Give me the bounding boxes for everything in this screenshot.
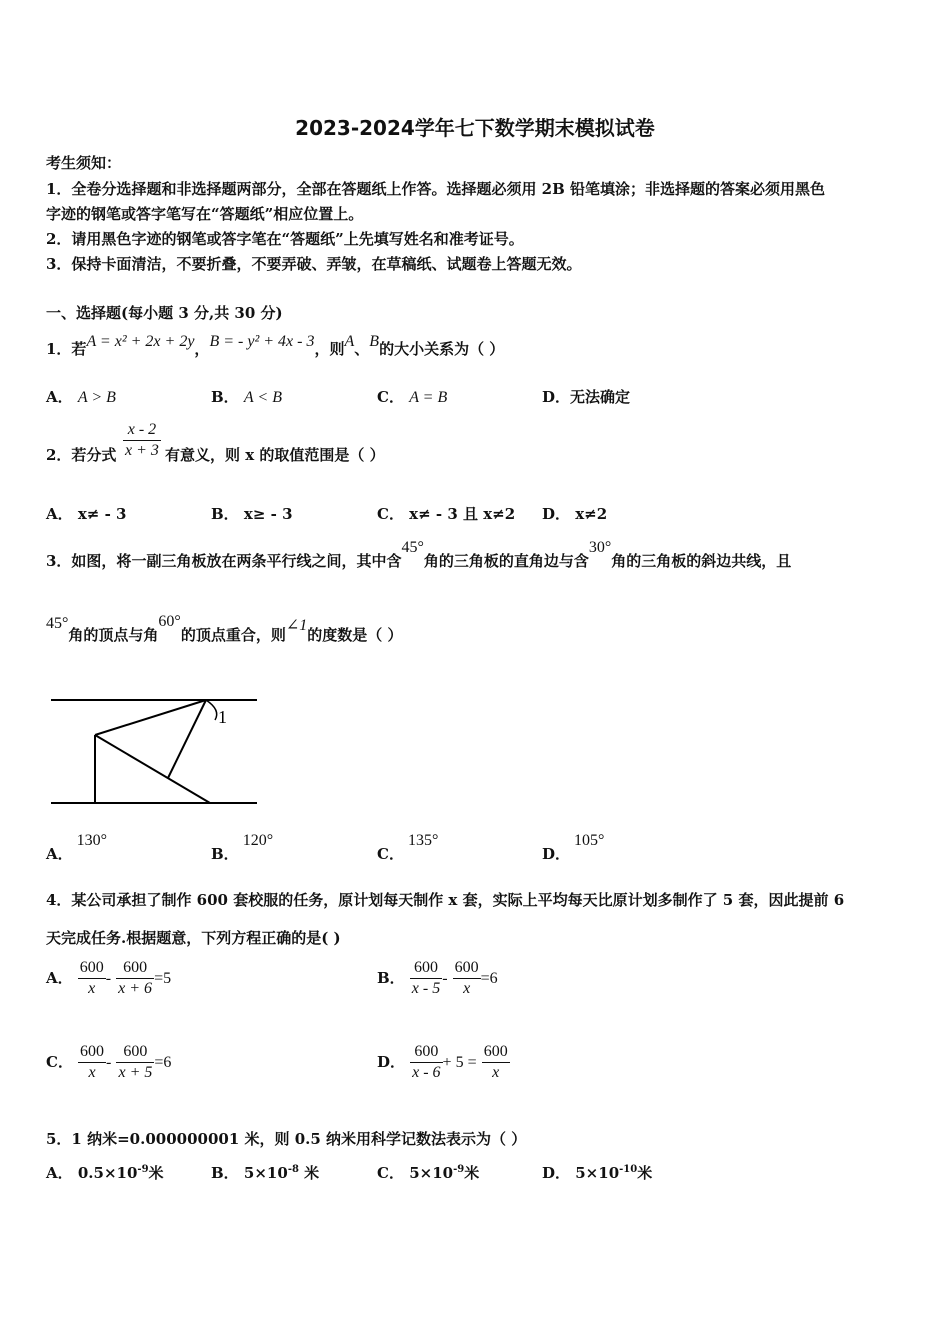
- q1-expr-a: A = x² + 2x + 2y: [86, 333, 195, 350]
- q4-option-d[interactable]: D． $\frac{600}{x - 6}$ + 5 = $\frac{600}{x}$: [377, 1043, 508, 1081]
- triangle-edge: [168, 700, 206, 778]
- q2-option-b[interactable]: B． x≥ - 3: [211, 505, 293, 523]
- q3-stem-line-2: 45°角的顶点与角60°的顶点重合，则∠1的度数是（ ）: [46, 613, 403, 644]
- q3-option-b[interactable]: B．120°: [211, 832, 274, 863]
- q1-option-c[interactable]: C． A = B: [377, 388, 448, 406]
- q1-option-d[interactable]: D．无法确定: [542, 388, 631, 406]
- triangle-edge: [95, 735, 210, 803]
- q2-stem-pre: 2．若分式: [46, 446, 117, 464]
- q2-fraction: $\frac{x - 2}{x + 3}$: [125, 421, 159, 459]
- q4-option-c[interactable]: C． $\frac{600}{x}$ - $\frac{600}{x + 5}$ =6: [46, 1043, 172, 1081]
- q5-option-b[interactable]: B． $5\times 10^{-8}$ 米: [211, 1164, 320, 1182]
- q2-option-d[interactable]: D． x≠2: [542, 505, 608, 523]
- q2-option-a[interactable]: A． x≠ - 3: [46, 505, 127, 523]
- page-title: 2023-2024学年七下数学期末模拟试卷: [295, 116, 655, 140]
- angle-1-arc: [206, 700, 217, 720]
- q4-stem-line-2: 天完成任务.根据题意，下列方程正确的是( ): [46, 929, 341, 947]
- q1-expr-b: B = - y² + 4x - 3: [209, 333, 315, 350]
- q5-option-a[interactable]: A． $0.5\times 10^{-9}$米: [46, 1164, 164, 1182]
- q2-stem-post: 有意义，则 x 的取值范围是（ ）: [165, 446, 385, 464]
- angle-1-label: 1: [218, 707, 227, 727]
- notice-line-2: 2．请用黑色字迹的钢笔或答字笔在“答题纸”上先填写姓名和准考证号。: [46, 230, 524, 248]
- triangle-edge: [95, 700, 206, 735]
- notice-line-1b: 字迹的钢笔或答字笔写在“答题纸”相应位置上。: [46, 205, 364, 223]
- notice-heading: 考生须知：: [46, 154, 122, 172]
- q3-figure: [45, 690, 265, 810]
- q3-option-a[interactable]: A．130°: [46, 832, 108, 863]
- notice-line-3: 3．保持卡面清洁，不要折叠，不要弄破、弄皱，在草稿纸、试题卷上答题无效。: [46, 255, 582, 273]
- q5-option-d[interactable]: D． $5\times 10^{-10}$米: [542, 1164, 653, 1182]
- notice-line-1: 1．全卷分选择题和非选择题两部分，全部在答题纸上作答。选择题必须用 2B 铅笔填涂；非选择题的答案必须用黑色: [46, 180, 826, 198]
- q3-stem-line-1: 3．如图，将一副三角板放在两条平行线之间，其中含45°角的三角板的直角边与含30°角的三角板的斜边共线，且: [46, 539, 792, 570]
- q4-option-b[interactable]: B． $\frac{600}{x - 5}$ - $\frac{600}{x}$ =6: [377, 959, 498, 997]
- q5-option-c[interactable]: C． $5\times 10^{-9}$米: [377, 1164, 480, 1182]
- q1-option-b[interactable]: B． A < B: [211, 388, 282, 406]
- q5-stem: 5．1 纳米=0.000000001 米，则 0.5 纳米用科学记数法表示为（ ）: [46, 1130, 527, 1148]
- q1-option-a[interactable]: A． A > B: [46, 388, 116, 406]
- q3-option-c[interactable]: C．135°: [377, 832, 439, 863]
- q1-stem: 1．若A = x² + 2x + 2y，B = - y² + 4x - 3，则A、B的大小关系为（ ）: [46, 333, 505, 358]
- q4-option-a[interactable]: A． $\frac{600}{x}$ - $\frac{600}{x + 6}$ =5: [46, 959, 172, 997]
- q2-option-c[interactable]: C． x≠ - 3 且 x≠2: [377, 505, 516, 523]
- q3-option-d[interactable]: D．105°: [542, 832, 605, 863]
- q4-stem-line-1: 4．某公司承担了制作 600 套校服的任务，原计划每天制作 x 套，实际上平均每天比原计划多制作了 5 套，因此提前 6: [46, 891, 845, 909]
- section-heading: 一、选择题(每小题 3 分,共 30 分): [46, 304, 283, 322]
